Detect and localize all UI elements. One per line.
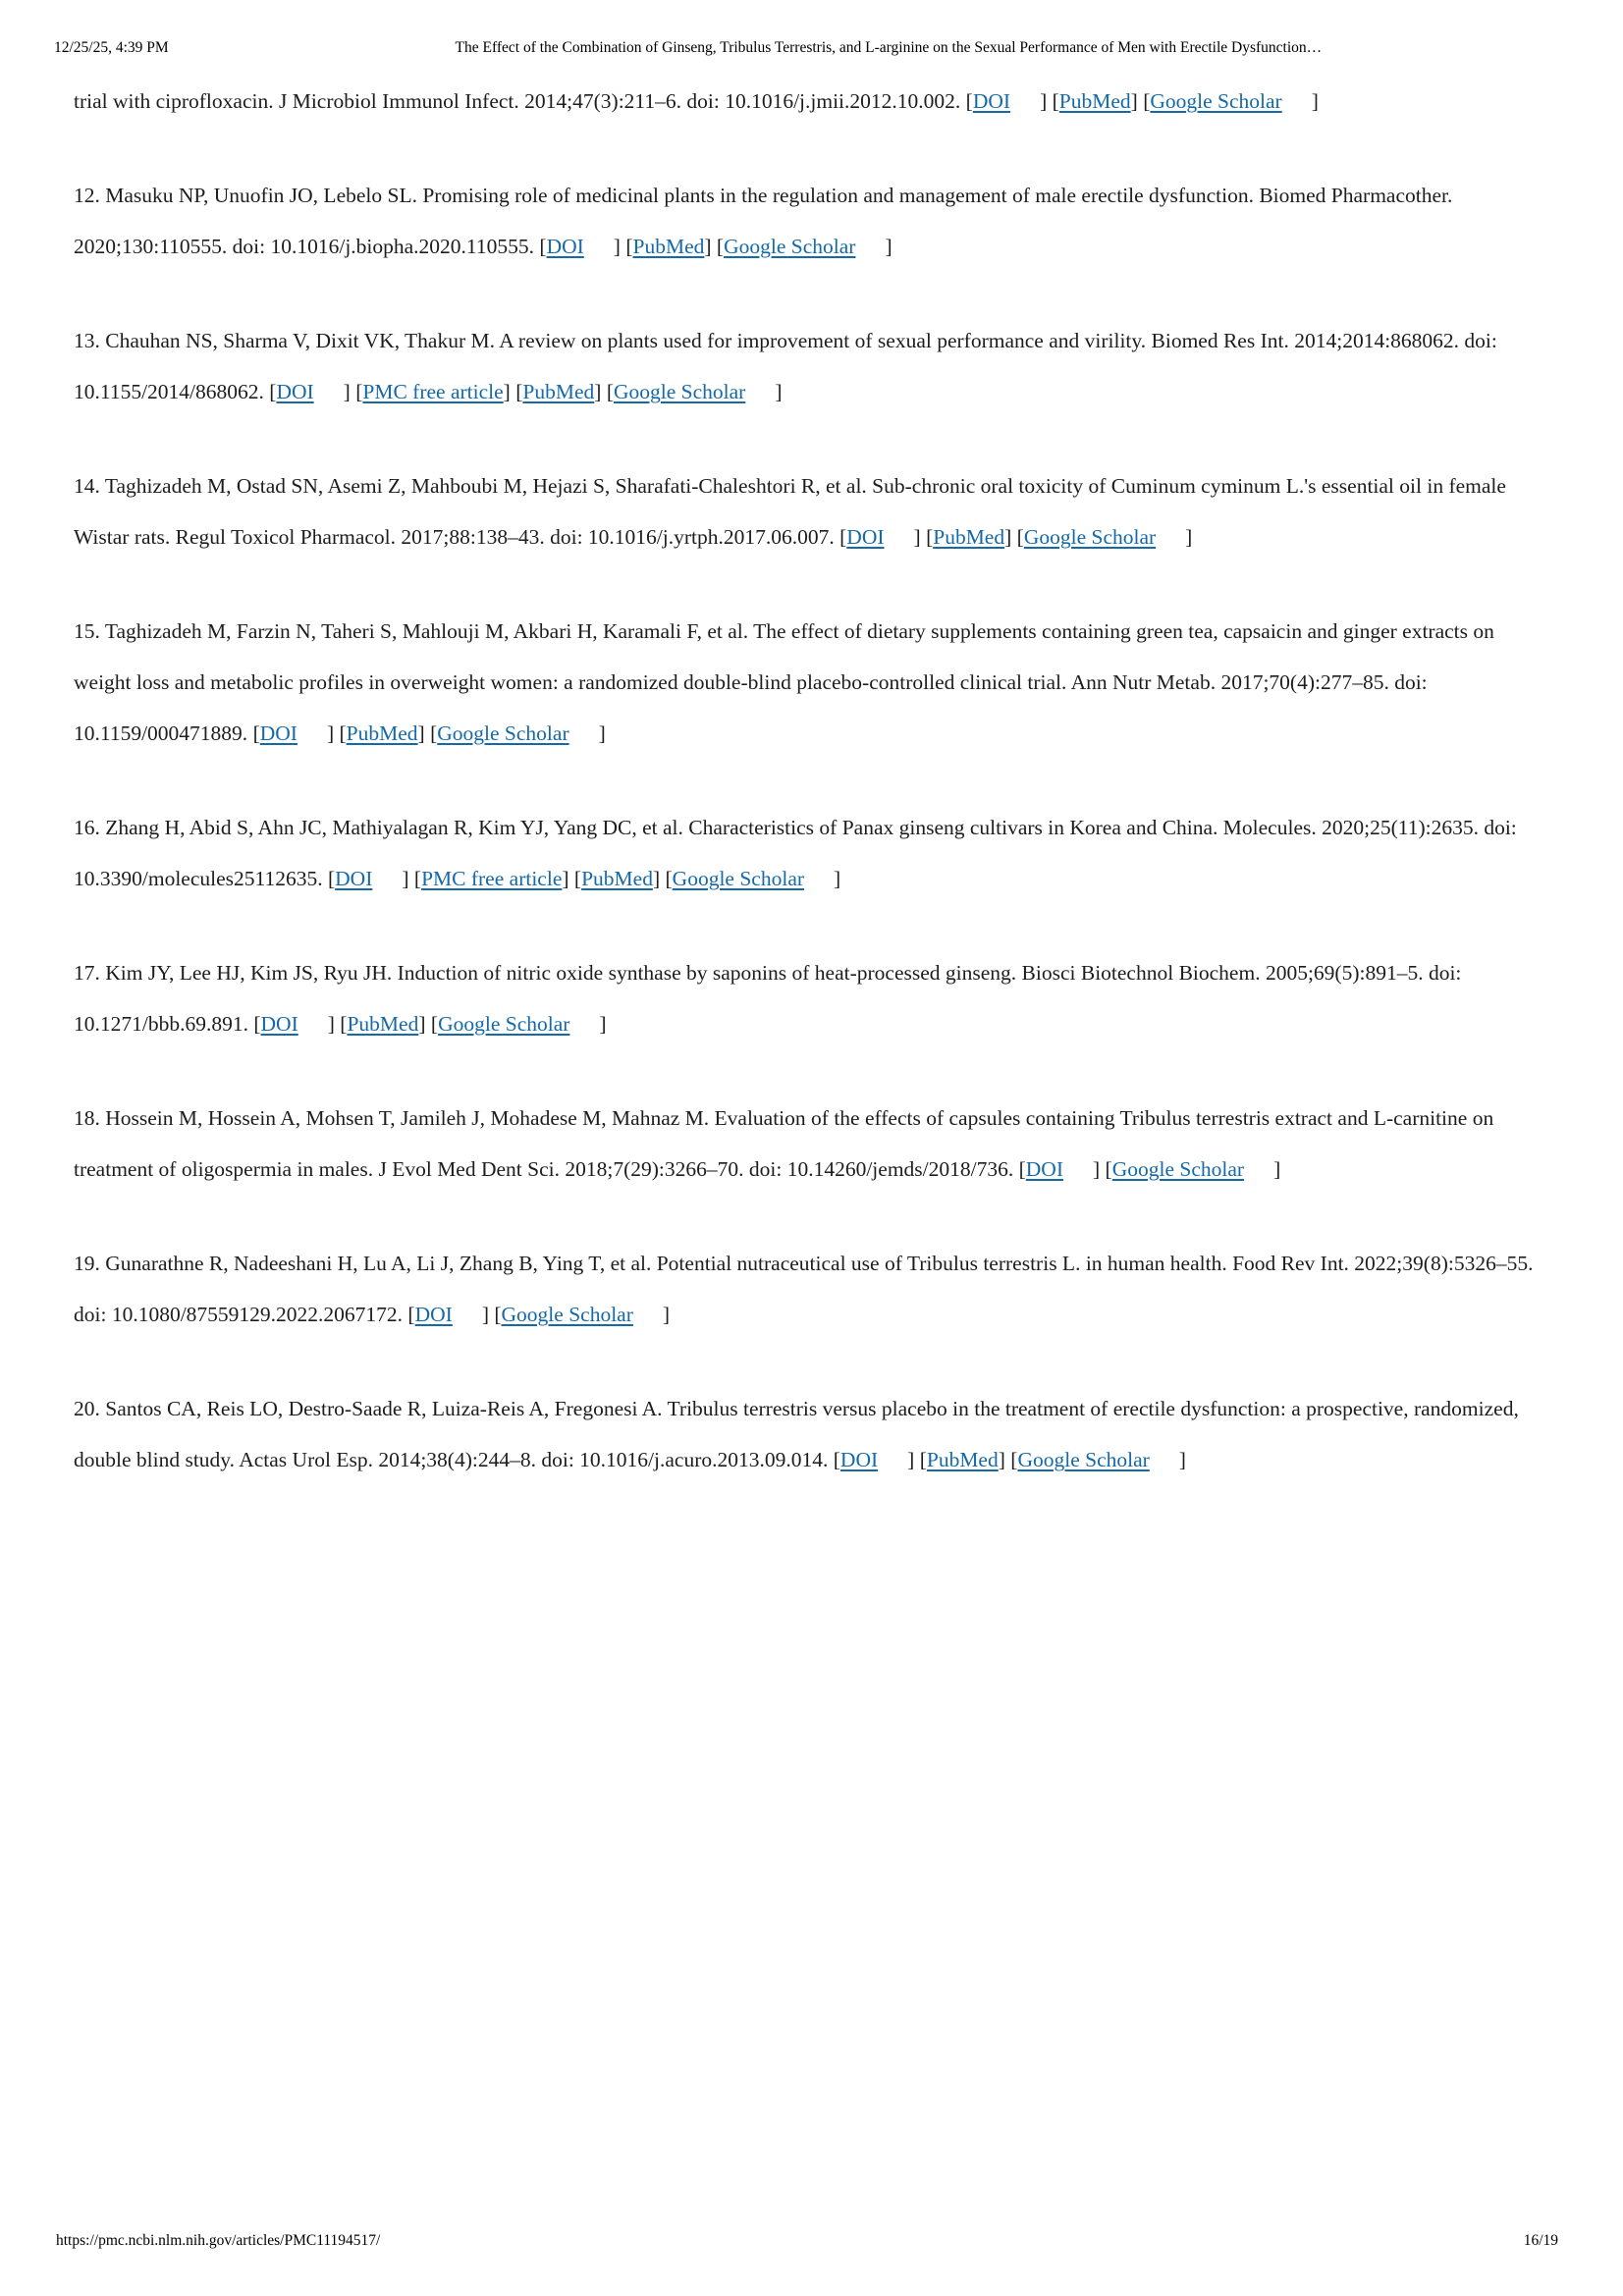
reference-link-group: [Google Scholar ] [430,721,606,745]
references-list [74,76,1549,1528]
print-header [54,37,1569,59]
reference-link-group: [Google Scholar ] [1105,1157,1281,1181]
doi-link[interactable]: DOI [839,1448,879,1471]
pmc-free-article-link[interactable]: PMC free article [362,380,504,403]
reference-link-group: [Google Scholar ] [1143,89,1319,113]
doi-link[interactable]: DOI [972,89,1011,113]
google-scholar-link[interactable]: Google Scholar [1017,1448,1150,1471]
pubmed-link[interactable]: PubMed [933,525,1005,549]
reference-link-group: [PubMed] [573,867,661,890]
reference-item [74,170,1549,272]
reference-link-group: [Google Scholar ] [665,867,841,890]
reference-link-group: [DOI ] [839,525,921,549]
google-scholar-link[interactable]: Google Scholar [672,867,805,890]
doi-link[interactable]: DOI [1025,1157,1063,1181]
google-scholar-link[interactable]: Google Scholar [724,235,856,258]
reference-link-group: [DOI ] [269,380,351,403]
reference-link-group: [PubMed] [515,380,602,403]
reference-link-group: [Google Scholar ] [1010,1448,1186,1471]
footer-source-url: https://pmc.ncbi.nlm.nih.gov/articles/PMC11194517/ [56,2232,381,2249]
pubmed-link[interactable]: PubMed [581,867,653,890]
footer-page-number: 16/19 [1523,2232,1558,2249]
doi-link[interactable]: DOI [335,867,373,890]
reference-text: 14. Taghizadeh M, Ostad SN, Asemi Z, Mahboubi M, Hejazi S, Sharafati-Chaleshtori R, et al. Sub-chronic oral toxicity of Cuminum cyminum L.'s essential oil in female Wistar rats. Regul Toxicol Pharmacol. 2017;88:138–43. doi: 10.1016/j.yrtph.2017.06.007. [74,474,1506,549]
reference-link-group: [PMC free article] [413,867,569,890]
reference-item [74,802,1549,904]
reference-link-group: [DOI ] [252,721,335,745]
reference-link-group: [Google Scholar ] [606,380,783,403]
reference-item [74,1383,1549,1485]
reference-text: 13. Chauhan NS, Sharma V, Dixit VK, Thakur M. A review on plants used for improvement of sexual performance and virility. Biomed Res Int. 2014;2014:868062. doi: 10.1155/2014/868062. [74,329,1497,403]
reference-link-group: [DOI ] [253,1012,335,1036]
reference-link-group: [PubMed] [625,235,712,258]
reference-text: 20. Santos CA, Reis LO, Destro-Saade R, Luiza-Reis A, Fregonesi A. Tribulus terrestris versus placebo in the treatment of erectile dysfunction: a prospective, randomized, double blind study. Actas Urol Esp. 2014;38(4):244–8. doi: 10.1016/j.acuro.2013.09.014. [74,1397,1519,1471]
reference-link-group: [DOI ] [965,89,1048,113]
reference-link-group: [PubMed] [1052,89,1138,113]
doi-link[interactable]: DOI [260,1012,298,1036]
reference-link-group: [PubMed] [919,1448,1005,1471]
doi-link[interactable]: DOI [546,235,584,258]
reference-link-group: [DOI ] [407,1303,489,1326]
print-footer [56,2230,1558,2252]
reference-text: 18. Hossein M, Hossein A, Mohsen T, Jamileh J, Mohadese M, Mahnaz M. Evaluation of the effects of capsules containing Tribulus terrestris extract and L-carnitine on treatment of oligospermia in males. J Evol Med Dent Sci. 2018;7(29):3266–70. doi: 10.14260/jemds/2018/736. [74,1106,1494,1181]
reference-item [74,1093,1549,1195]
reference-link-group: [PubMed] [926,525,1012,549]
header-document-title: The Effect of the Combination of Ginseng, Tribulus Terrestris, and L-arginine on the Sexual Performance of Men with Erectile Dysfunction… [455,39,1323,56]
google-scholar-link[interactable]: Google Scholar [1111,1157,1245,1181]
doi-link[interactable]: DOI [259,721,298,745]
reference-text: trial with ciprofloxacin. J Microbiol Immunol Infect. 2014;47(3):211–6. doi: 10.1016/j.jmii.2012.10.002. [74,89,966,113]
reference-text: 17. Kim JY, Lee HJ, Kim JS, Ryu JH. Induction of nitric oxide synthase by saponins of heat-processed ginseng. Biosci Biotechnol Biochem. 2005;69(5):891–5. doi: 10.1271/bbb.69.891. [74,961,1462,1036]
reference-link-group: [PubMed] [340,1012,426,1036]
reference-item [74,1238,1549,1340]
google-scholar-link[interactable]: Google Scholar [1023,525,1157,549]
pubmed-link[interactable]: PubMed [346,721,418,745]
google-scholar-link[interactable]: Google Scholar [438,1012,570,1036]
reference-text: 15. Taghizadeh M, Farzin N, Taheri S, Mahlouji M, Akbari H, Karamali F, et al. The effect of dietary supplements containing green tea, capsaicin and ginger extracts on weight loss and metabolic profiles in overweight women: a randomized double-blind placebo-controlled clinical trial. Ann Nutr Metab. 2017;70(4):277–85. doi: 10.1159/000471889. [74,619,1494,745]
pubmed-link[interactable]: PubMed [926,1448,999,1471]
reference-link-group: [Google Scholar ] [1016,525,1193,549]
doi-link[interactable]: DOI [276,380,314,403]
reference-item [74,315,1549,417]
pubmed-link[interactable]: PubMed [632,235,705,258]
reference-text: 12. Masuku NP, Unuofin JO, Lebelo SL. Promising role of medicinal plants in the regulation and management of male erectile dysfunction. Biomed Pharmacother. 2020;130:110555. doi: 10.1016/j.biopha.2020.110555. [74,184,1453,258]
google-scholar-link[interactable]: Google Scholar [1150,89,1282,113]
reference-link-group: [DOI ] [539,235,621,258]
reference-item [74,460,1549,562]
google-scholar-link[interactable]: Google Scholar [437,721,569,745]
reference-text: 19. Gunarathne R, Nadeeshani H, Lu A, Li J, Zhang B, Ying T, et al. Potential nutraceutical use of Tribulus terrestris L. in human health. Food Rev Int. 2022;39(8):5326–55. doi: 10.1080/87559129.2022.2067172. [74,1252,1534,1326]
reference-link-group: [Google Scholar ] [494,1303,671,1326]
doi-link[interactable]: DOI [846,525,885,549]
pubmed-link[interactable]: PubMed [522,380,595,403]
doi-link[interactable]: DOI [414,1303,453,1326]
google-scholar-link[interactable]: Google Scholar [613,380,746,403]
reference-link-group: [DOI ] [833,1448,915,1471]
reference-link-group: [PubMed] [339,721,425,745]
reference-link-group: [DOI ] [1018,1157,1101,1181]
reference-link-group: [DOI ] [327,867,409,890]
pubmed-link[interactable]: PubMed [347,1012,419,1036]
pubmed-link[interactable]: PubMed [1058,89,1131,113]
google-scholar-link[interactable]: Google Scholar [501,1303,633,1326]
reference-item [74,76,1549,127]
reference-text: 16. Zhang H, Abid S, Ahn JC, Mathiyalagan R, Kim YJ, Yang DC, et al. Characteristics of Panax ginseng cultivars in Korea and China. Molecules. 2020;25(11):2635. doi: 10.3390/molecules25112635. [74,816,1517,890]
reference-link-group: [Google Scholar ] [716,235,893,258]
reference-item [74,606,1549,759]
pmc-free-article-link[interactable]: PMC free article [421,867,563,890]
reference-item [74,947,1549,1049]
header-datetime: 12/25/25, 4:39 PM [54,39,169,56]
reference-link-group: [Google Scholar ] [430,1012,607,1036]
reference-link-group: [PMC free article] [355,380,511,403]
